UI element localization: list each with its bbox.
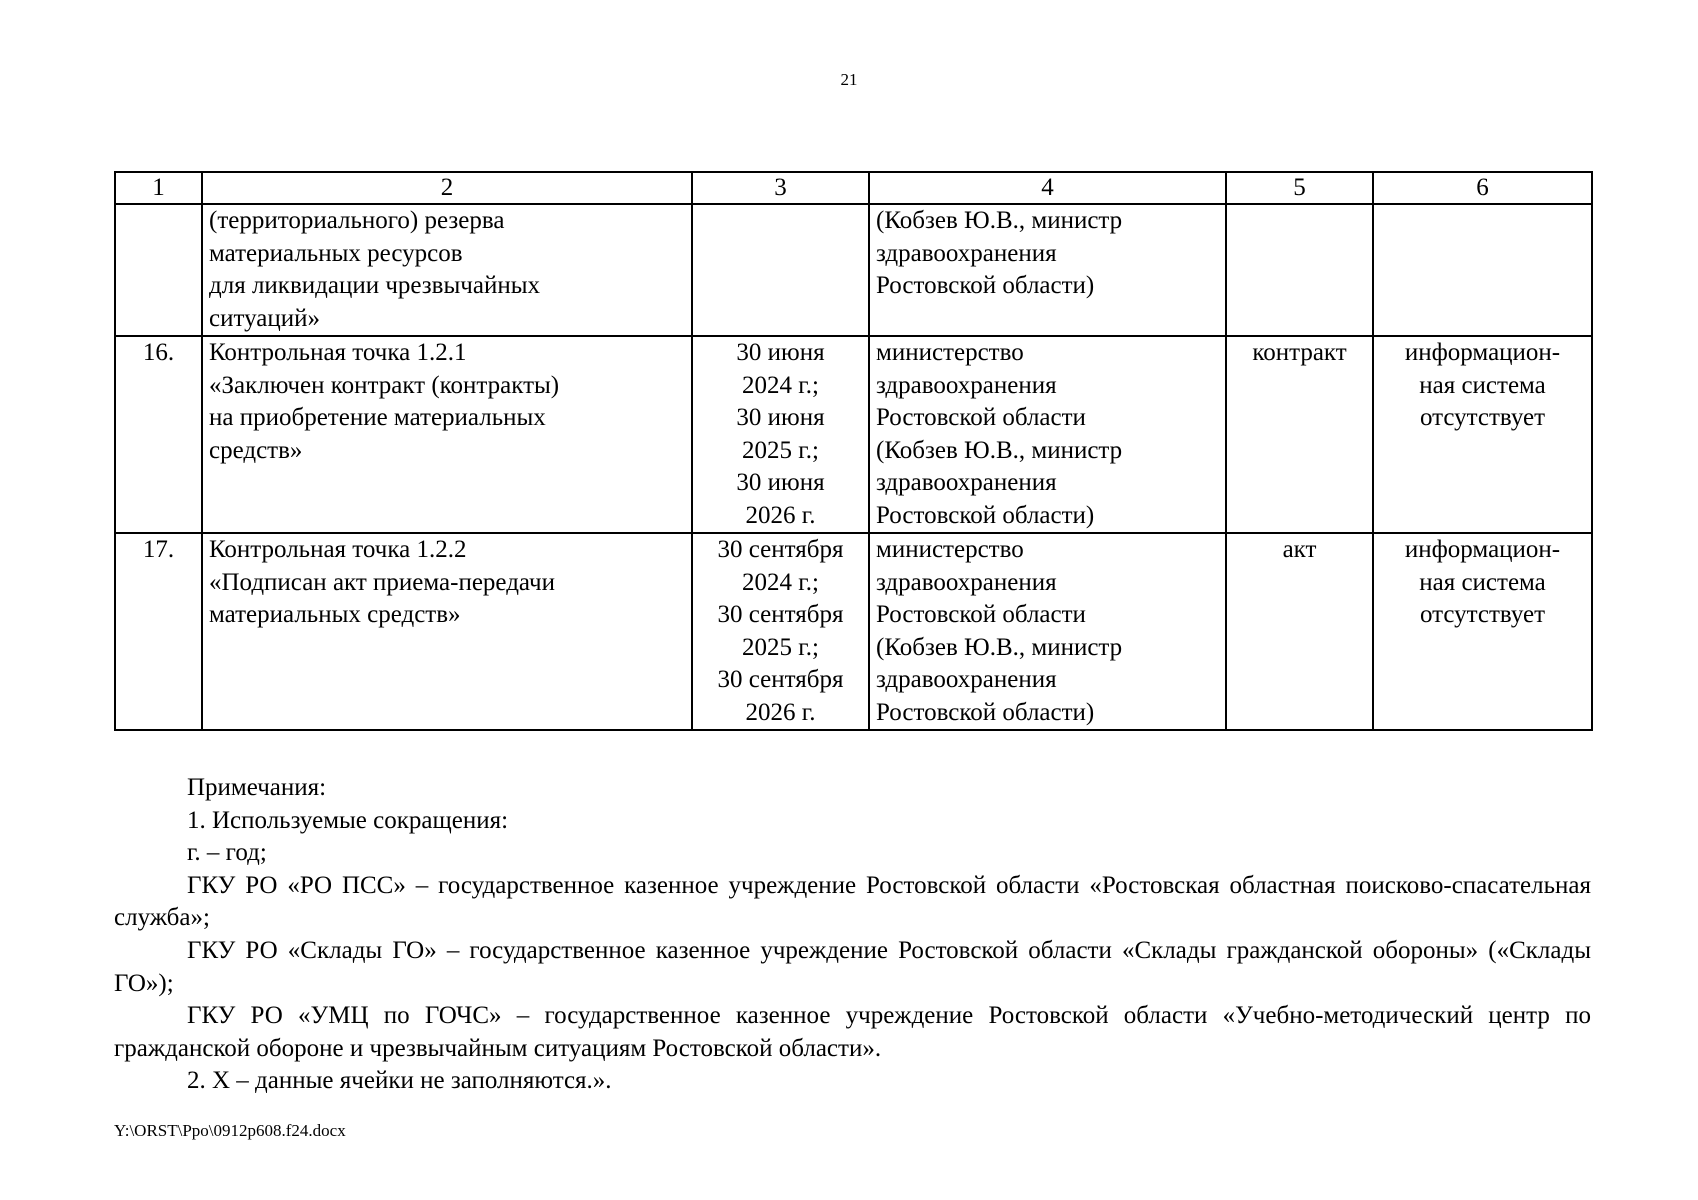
deadline-dates (692, 204, 869, 336)
abbr-year: г. – год; (187, 839, 267, 867)
table-row (115, 533, 1592, 730)
responsible-party-line: министерство (876, 536, 1024, 563)
information-system-line: информацион- (1404, 536, 1561, 563)
information-system-line: отсутствует (1419, 404, 1546, 431)
responsible-party-line: (Кобзев Ю.В., министр (876, 436, 1123, 464)
row-number: 16. (115, 336, 202, 533)
responsible-party-line: (Кобзев Ю.В., министр (876, 633, 1123, 661)
control-point-title-line: «Заключен контракт (контракты) (209, 371, 560, 399)
document-type: акт (1226, 533, 1373, 730)
deadline-dates-line: 2025 г.; (742, 436, 819, 464)
file-path-footer: Y:\ORST\Ppo\0912p608.f24.docx (114, 1121, 346, 1140)
responsible-party (869, 204, 1226, 336)
deadline-dates-line: 30 сентября (717, 601, 844, 628)
row-number (115, 204, 202, 336)
responsible-party-line: Ростовской области) (876, 501, 1095, 529)
deadline-dates-line: 2025 г.; (742, 633, 819, 661)
notes-item-2: 2. Х – данные ячейки не заполняются.». (187, 1067, 612, 1095)
responsible-party (869, 336, 1226, 533)
information-system-line: ная система (1419, 371, 1546, 399)
notes-section (114, 772, 1591, 1098)
header-col-4: 4 (869, 172, 1226, 204)
information-system (1373, 533, 1592, 730)
control-point-title-line: Контрольная точка 1.2.1 (209, 339, 467, 366)
control-point-title-line: ситуаций» (209, 304, 320, 332)
header-col-2: 2 (202, 172, 692, 204)
deadline-dates-line: 2026 г. (745, 501, 816, 529)
deadline-dates-line: 30 июня (736, 404, 825, 431)
abbr-ro-pss: ГКУ РО «РО ПСС» – государственное казенное учреждение Ростовской области «Ростовская областная поисково-спасательная служба»; (114, 871, 1591, 932)
responsible-party-line: Ростовской области (876, 601, 1086, 628)
notes-heading: Примечания: (187, 774, 327, 801)
control-point-title-line: средств» (209, 436, 303, 464)
table-body (115, 204, 1592, 730)
responsible-party-line: здравоохранения (876, 666, 1057, 693)
control-point-title (202, 204, 692, 336)
deadline-dates-line: 30 июня (736, 339, 825, 366)
information-system-line: ная система (1419, 568, 1546, 596)
header-col-3: 3 (692, 172, 869, 204)
deadline-dates-line: 30 сентября (717, 536, 844, 563)
control-point-title-line: на приобретение материальных (209, 404, 546, 431)
information-system (1373, 336, 1592, 533)
control-point-title-line: материальных средств» (209, 601, 461, 628)
control-point-title-line: Контрольная точка 1.2.2 (209, 536, 467, 563)
responsible-party-line: министерство (876, 339, 1024, 366)
responsible-party-line: здравоохранения (876, 469, 1057, 496)
information-system-line: информацион- (1404, 339, 1561, 366)
control-point-title-line: «Подписан акт приема-передачи (209, 568, 555, 596)
header-col-5: 5 (1226, 172, 1373, 204)
deadline-dates-line: 2026 г. (745, 698, 816, 726)
document-type: контракт (1226, 336, 1373, 533)
deadline-dates-line: 30 июня (736, 469, 825, 496)
deadline-dates (692, 533, 869, 730)
responsible-party (869, 533, 1226, 730)
header-col-1: 1 (115, 172, 202, 204)
deadline-dates-line: 2024 г.; (742, 371, 819, 399)
table-header-row (115, 172, 1592, 204)
row-number: 17. (115, 533, 202, 730)
table-row (115, 204, 1592, 336)
control-point-title-line: (территориального) резерва (209, 207, 505, 234)
responsible-party-line: Ростовской области (876, 404, 1086, 431)
information-system-line: отсутствует (1419, 601, 1546, 628)
control-point-title-line: материальных ресурсов (209, 239, 463, 267)
control-point-title (202, 533, 692, 730)
responsible-party-line: Ростовской области) (876, 698, 1095, 726)
information-system (1373, 204, 1592, 336)
abbr-umc-gochs: ГКУ РО «УМЦ по ГОЧС» – государственное казенное учреждение Ростовской области «Учебно-методический центр по гражданской обороне и чрезвычайным ситуациям Ростовской области». (114, 1002, 1591, 1062)
responsible-party-line: здравоохранения (876, 568, 1057, 596)
deadline-dates-line: 30 сентября (717, 666, 844, 693)
document-type (1226, 204, 1373, 336)
milestones-table (114, 171, 1593, 731)
responsible-party-line: здравоохранения (876, 239, 1057, 267)
table-row (115, 336, 1592, 533)
responsible-party-line: (Кобзев Ю.В., министр (876, 207, 1123, 234)
responsible-party-line: здравоохранения (876, 371, 1057, 399)
page-number: 21 (840, 70, 858, 89)
control-point-title (202, 336, 692, 533)
notes-item-1: 1. Используемые сокращения: (187, 806, 509, 834)
header-col-6: 6 (1373, 172, 1592, 204)
responsible-party-line: Ростовской области) (876, 272, 1095, 299)
control-point-title-line: для ликвидации чрезвычайных (209, 272, 541, 299)
deadline-dates-line: 2024 г.; (742, 568, 819, 596)
abbr-sklady-go: ГКУ РО «Склады ГО» – государственное казенное учреждение Ростовской области «Склады гражданской обороны» («Склады ГО»); (114, 936, 1591, 997)
deadline-dates (692, 336, 869, 533)
